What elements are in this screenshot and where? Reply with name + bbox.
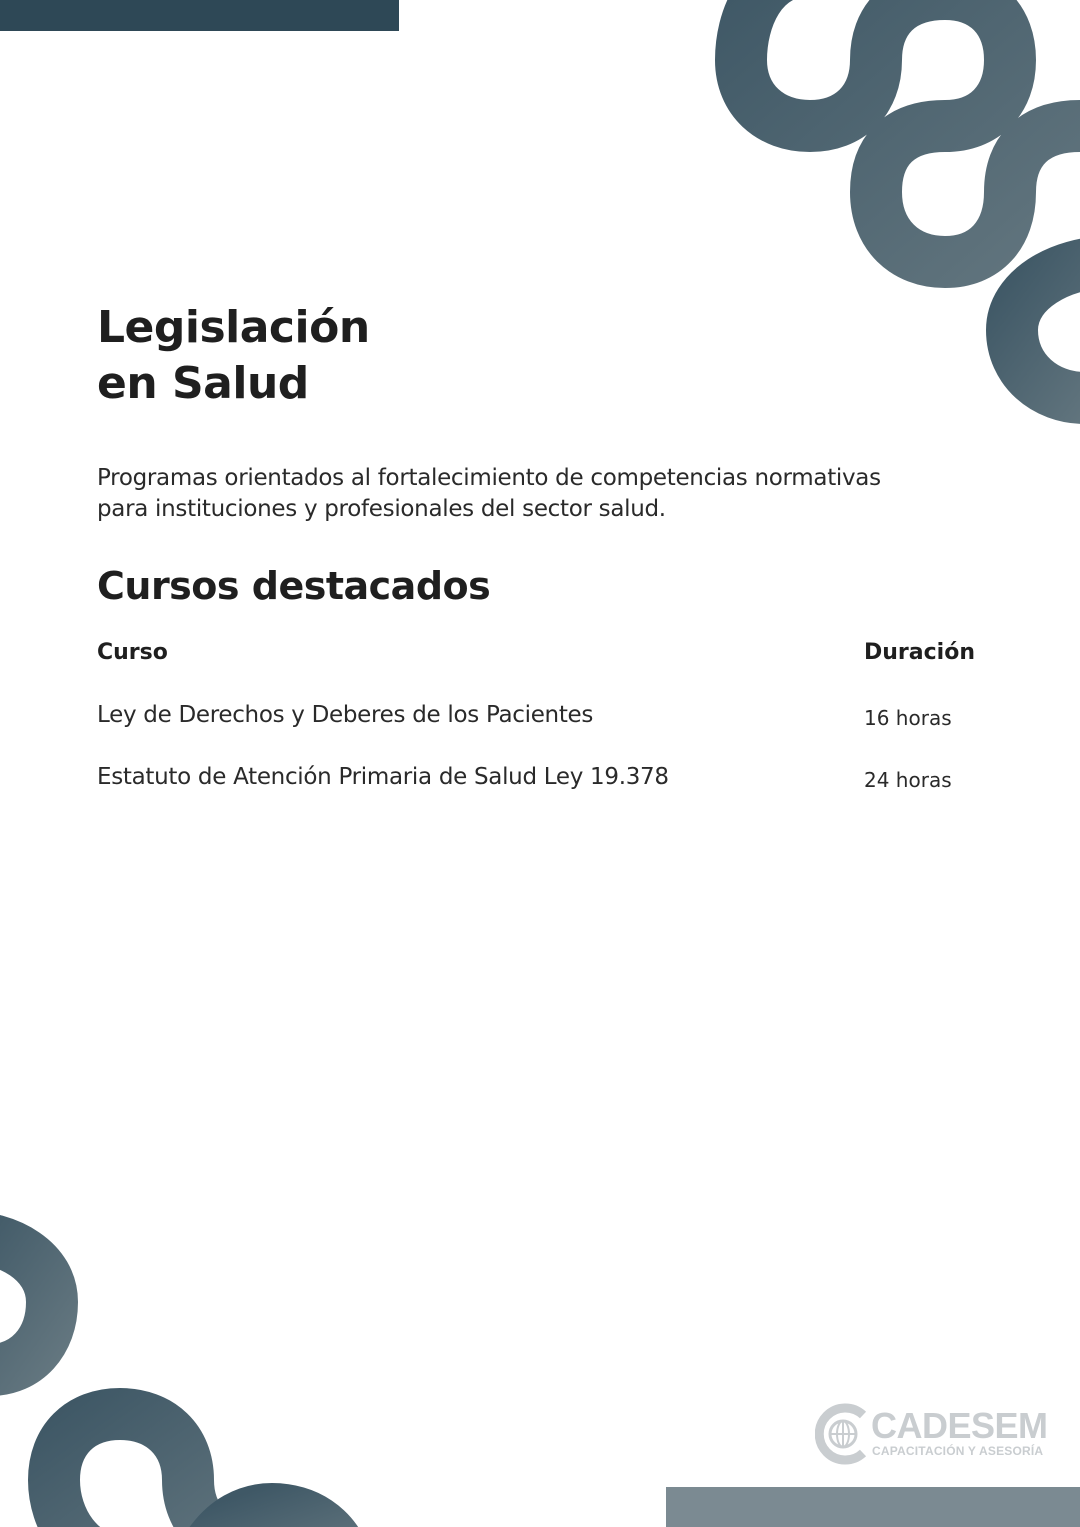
cadesem-logo [815, 1403, 1055, 1467]
course-duration: 16 horas [864, 706, 952, 730]
header-duration: Duración [864, 640, 975, 665]
logo-tagline: CAPACITACIÓN Y ASESORÍA [872, 1444, 1044, 1458]
table-row [97, 760, 997, 822]
globe-c-icon [815, 1403, 871, 1465]
description-line-2: para instituciones y profesionales del sector salud. [97, 496, 666, 522]
course-name: Estatuto de Atención Primaria de Salud Ley 19.378 [97, 764, 669, 790]
courses-table [97, 636, 997, 822]
header-course: Curso [97, 640, 168, 665]
logo-name: CADESEM [871, 1405, 1048, 1446]
description-line-1: Programas orientados al fortalecimiento de competencias normativas [97, 465, 881, 491]
bottom-accent-bar [666, 1487, 1080, 1527]
page-title [97, 300, 370, 412]
course-name: Ley de Derechos y Deberes de los Pacientes [97, 702, 594, 728]
table-header-row [97, 636, 997, 698]
decorative-chain-shape-top [700, 0, 1080, 430]
course-duration: 24 horas [864, 768, 952, 792]
title-line-1: Legislación [97, 302, 370, 353]
table-row [97, 698, 997, 760]
top-accent-bar [0, 0, 399, 31]
section-heading: Cursos destacados [97, 564, 491, 608]
decorative-chain-shape-bottom [0, 1200, 360, 1527]
intro-description [97, 463, 1007, 525]
title-line-2: en Salud [97, 358, 309, 409]
